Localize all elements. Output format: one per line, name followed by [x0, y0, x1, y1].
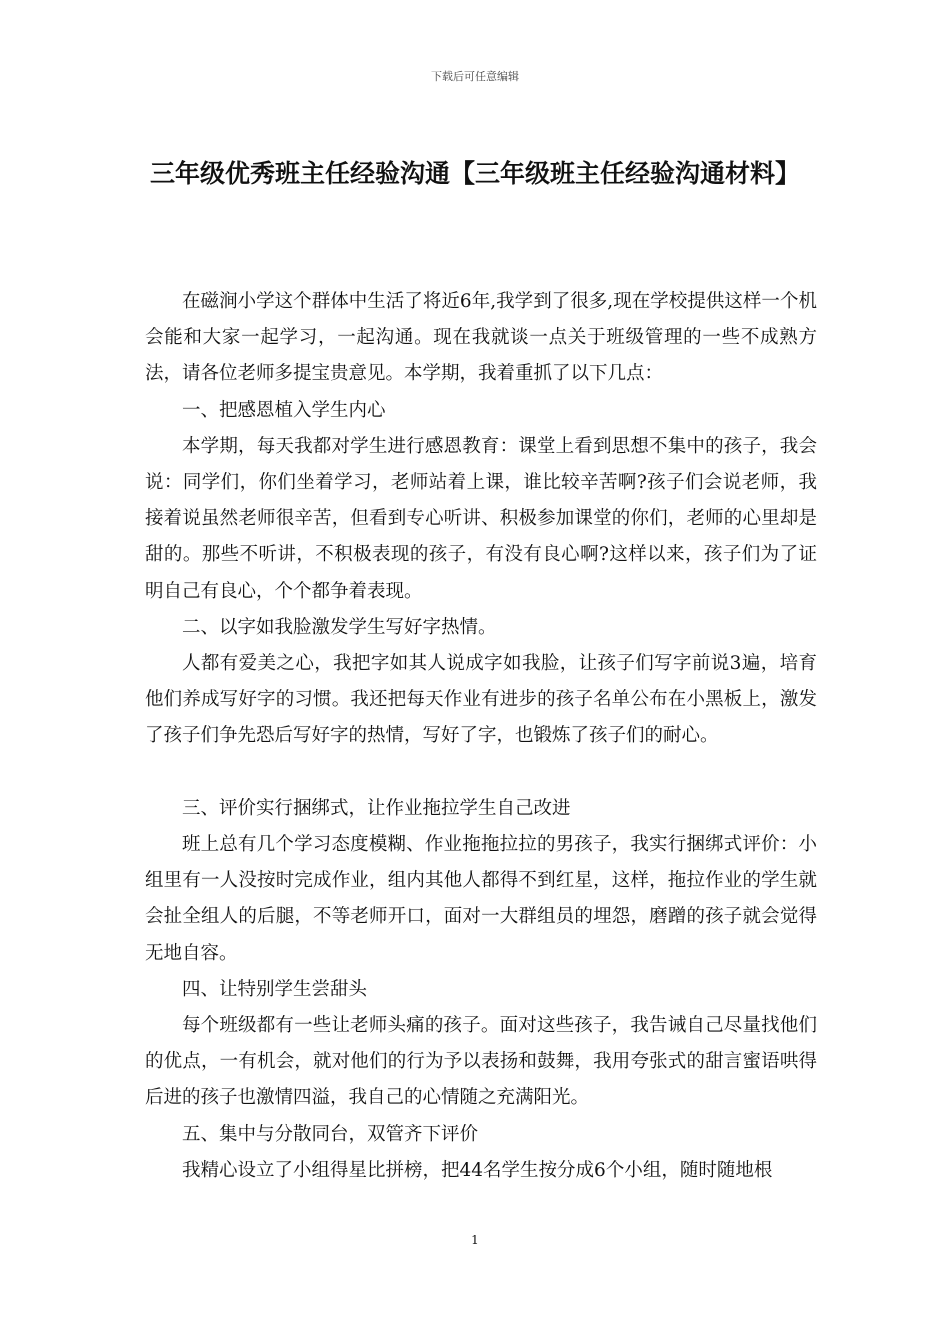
paragraph-section-2: 人都有爱美之心，我把字如其人说成字如我脸，让孩子们写字前说3遍，培育他们养成写好字的习惯。我还把每天作业有进步的孩子名单公布在小黑板上，激发了孩子们争先恐后写好字的热情，写好了字，也锻炼了孩子们的耐心。 — [145, 653, 817, 747]
heading-section-4: 四、让特别学生尝甜头 — [182, 978, 368, 1000]
paragraph-intro: 在磁涧小学这个群体中生活了将近6年,我学到了很多,现在学校提供这样一个机会能和大家一起学习，一起沟通。现在我就谈一点关于班级管理的一些不成熟方法，请各位老师多提宝贵意见。本学期，我着重抓了以下几点： — [145, 291, 817, 385]
paragraph-section-4: 每个班级都有一些让老师头痛的孩子。面对这些孩子，我告诫自己尽量找他们的优点，一有机会，就对他们的行为予以表扬和鼓舞，我用夸张式的甜言蜜语哄得后进的孩子也激情四溢，我自己的心情随之充满阳光。 — [145, 1015, 817, 1109]
document-body — [145, 284, 817, 1189]
heading-section-3: 三、评价实行捆绑式，让作业拖拉学生自己改进 — [182, 797, 571, 819]
paragraph-section-1: 本学期，每天我都对学生进行感恩教育：课堂上看到思想不集中的孩子，我会说：同学们，你们坐着学习，老师站着上课，谁比较辛苦啊?孩子们会说老师，我接着说虽然老师很辛苦，但看到专心听讲、积极参加课堂的你们，老师的心里却是甜的。那些不听讲，不积极表现的孩子，有没有良心啊?这样以来，孩子们为了证明自己有良心，个个都争着表现。 — [145, 435, 817, 602]
paragraph-section-3: 班上总有几个学习态度模糊、作业拖拖拉拉的男孩子，我实行捆绑式评价：小组里有一人没按时完成作业，组内其他人都得不到红星，这样，拖拉作业的学生就会扯全组人的后腿，不等老师开口，面对一大群组员的埋怨，磨蹭的孩子就会觉得无地自容。 — [145, 834, 817, 964]
heading-section-1: 一、把感恩植入学生内心 — [182, 399, 386, 421]
blank-line — [145, 755, 817, 791]
document-title: 三年级优秀班主任经验沟通【三年级班主任经验沟通材料】 — [149, 159, 800, 188]
paragraph-section-5: 我精心设立了小组得星比拼榜，把44名学生按分成6个小组，随时随地根 — [182, 1159, 773, 1181]
header-note: 下载后可任意编辑 — [431, 70, 519, 83]
page-number: 1 — [471, 1233, 479, 1247]
heading-section-5: 五、集中与分散同台，双管齐下评价 — [182, 1123, 479, 1145]
heading-section-2: 二、以字如我脸激发学生写好字热情。 — [182, 616, 497, 638]
